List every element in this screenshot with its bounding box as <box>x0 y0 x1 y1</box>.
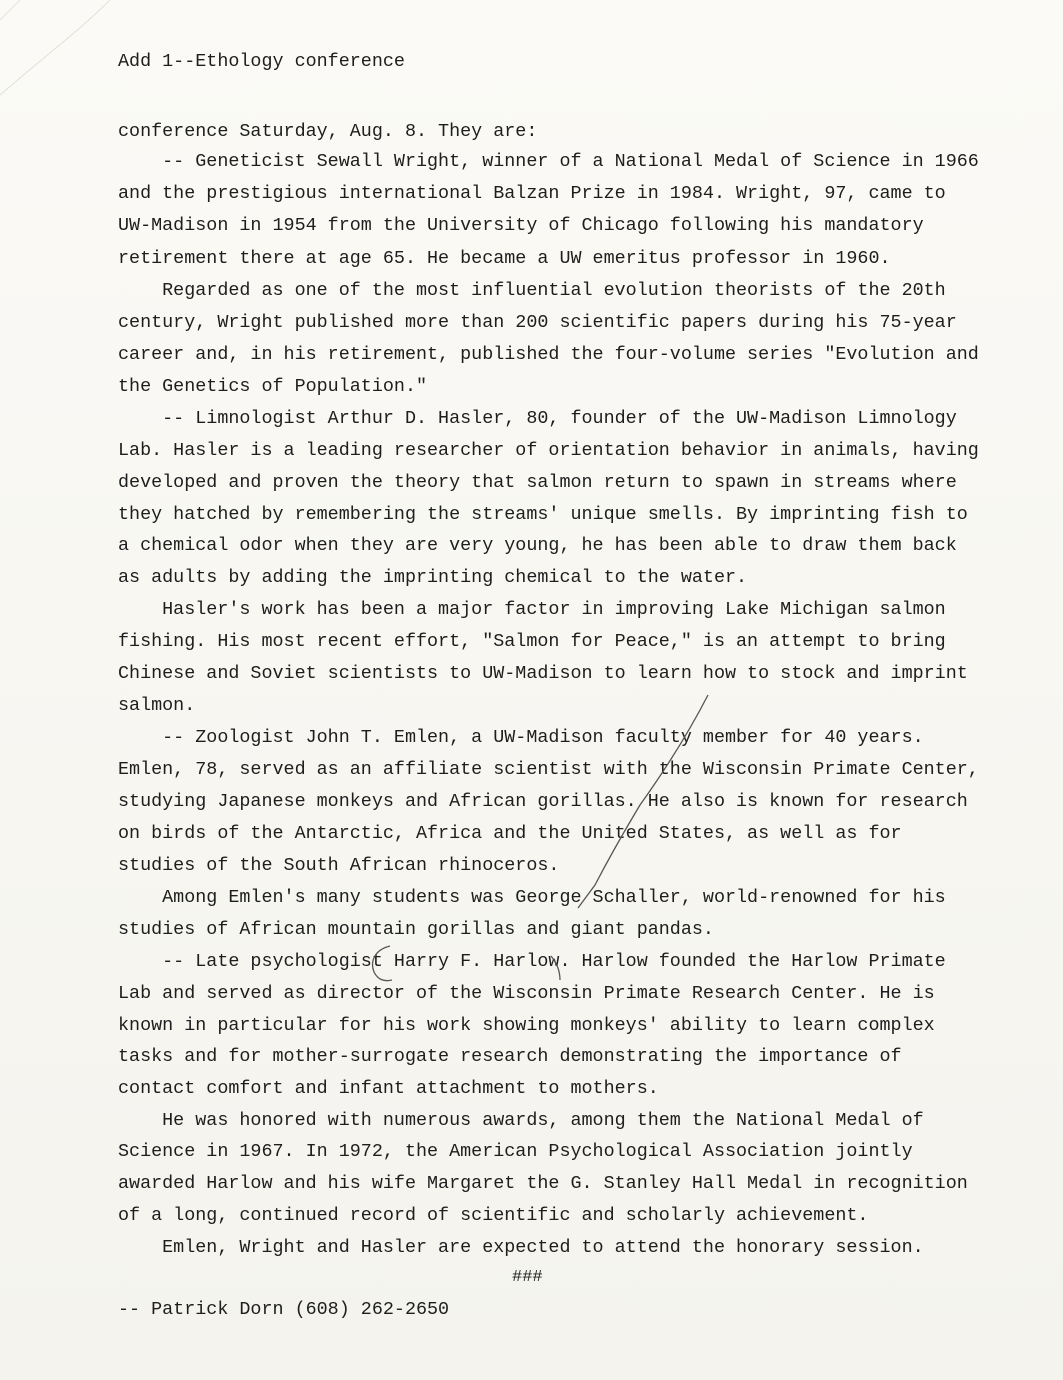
body-line: and the prestigious international Balzan Prize in 1984. Wright, 97, came to <box>118 183 946 204</box>
body-line: developed and proven the theory that salmon return to spawn in streams where <box>118 472 957 493</box>
body-line: Hasler's work has been a major factor in improving Lake Michigan salmon <box>118 599 946 620</box>
body-line: fishing. His most recent effort, "Salmon for Peace," is an attempt to bring <box>118 631 946 652</box>
body-line: -- Geneticist Sewall Wright, winner of a National Medal of Science in 1966 <box>118 151 979 172</box>
body-line: Regarded as one of the most influential evolution theorists of the 20th <box>118 280 946 301</box>
body-line: on birds of the Antarctic, Africa and the United States, as well as for <box>118 823 902 844</box>
body-line: career and, in his retirement, published the four-volume series "Evolution and <box>118 344 979 365</box>
body-line: studies of African mountain gorillas and giant pandas. <box>118 919 714 940</box>
body-line: Emlen, 78, served as an affiliate scientist with the Wisconsin Primate Center, <box>118 759 979 780</box>
body-line: of a long, continued record of scientific and scholarly achievement. <box>118 1205 869 1226</box>
body-line: -- Limnologist Arthur D. Hasler, 80, founder of the UW-Madison Limnology <box>118 408 957 429</box>
body-line: awarded Harlow and his wife Margaret the G. Stanley Hall Medal in recognition <box>118 1173 968 1194</box>
body-line: Lab. Hasler is a leading researcher of orientation behavior in animals, having <box>118 440 979 461</box>
body-line: known in particular for his work showing monkeys' ability to learn complex <box>118 1015 935 1036</box>
body-line: He was honored with numerous awards, among them the National Medal of <box>118 1110 924 1131</box>
body-line: they hatched by remembering the streams' unique smells. By imprinting fish to <box>118 504 968 525</box>
body-line: studies of the South African rhinoceros. <box>118 855 560 876</box>
end-marker: ### <box>512 1268 543 1287</box>
body-line: studying Japanese monkeys and African gorillas. He also is known for research <box>118 791 968 812</box>
body-line: Chinese and Soviet scientists to UW-Madison to learn how to stock and imprint <box>118 663 968 684</box>
body-line: a chemical odor when they are very young, he has been able to draw them back <box>118 535 957 556</box>
body-line: Lab and served as director of the Wisconsin Primate Research Center. He is <box>118 983 935 1004</box>
body-line: the Genetics of Population." <box>118 376 428 397</box>
body-line: as adults by adding the imprinting chemical to the water. <box>118 567 748 588</box>
body-line: century, Wright published more than 200 scientific papers during his 75-year <box>118 312 957 333</box>
body-line: UW-Madison in 1954 from the University of Chicago following his mandatory <box>118 215 924 236</box>
body-line: Emlen, Wright and Hasler are expected to attend the honorary session. <box>118 1237 924 1258</box>
contact-signoff: -- Patrick Dorn (608) 262-2650 <box>118 1299 450 1320</box>
body-line: Science in 1967. In 1972, the American Psychological Association jointly <box>118 1141 913 1162</box>
body-line: contact comfort and infant attachment to mothers. <box>118 1078 659 1099</box>
body-line: Among Emlen's many students was George Schaller, world-renowned for his <box>118 887 946 908</box>
body-line: -- Zoologist John T. Emlen, a UW-Madison faculty member for 40 years. <box>118 727 924 748</box>
page-header: Add 1--Ethology conference <box>118 51 405 72</box>
body-line: tasks and for mother-surrogate research demonstrating the importance of <box>118 1046 902 1067</box>
body-line: conference Saturday, Aug. 8. They are: <box>118 121 538 142</box>
body-line: -- Late psychologist Harry F. Harlow. Harlow founded the Harlow Primate <box>118 951 946 972</box>
body-line: retirement there at age 65. He became a UW emeritus professor in 1960. <box>118 248 891 269</box>
body-line: salmon. <box>118 695 196 716</box>
